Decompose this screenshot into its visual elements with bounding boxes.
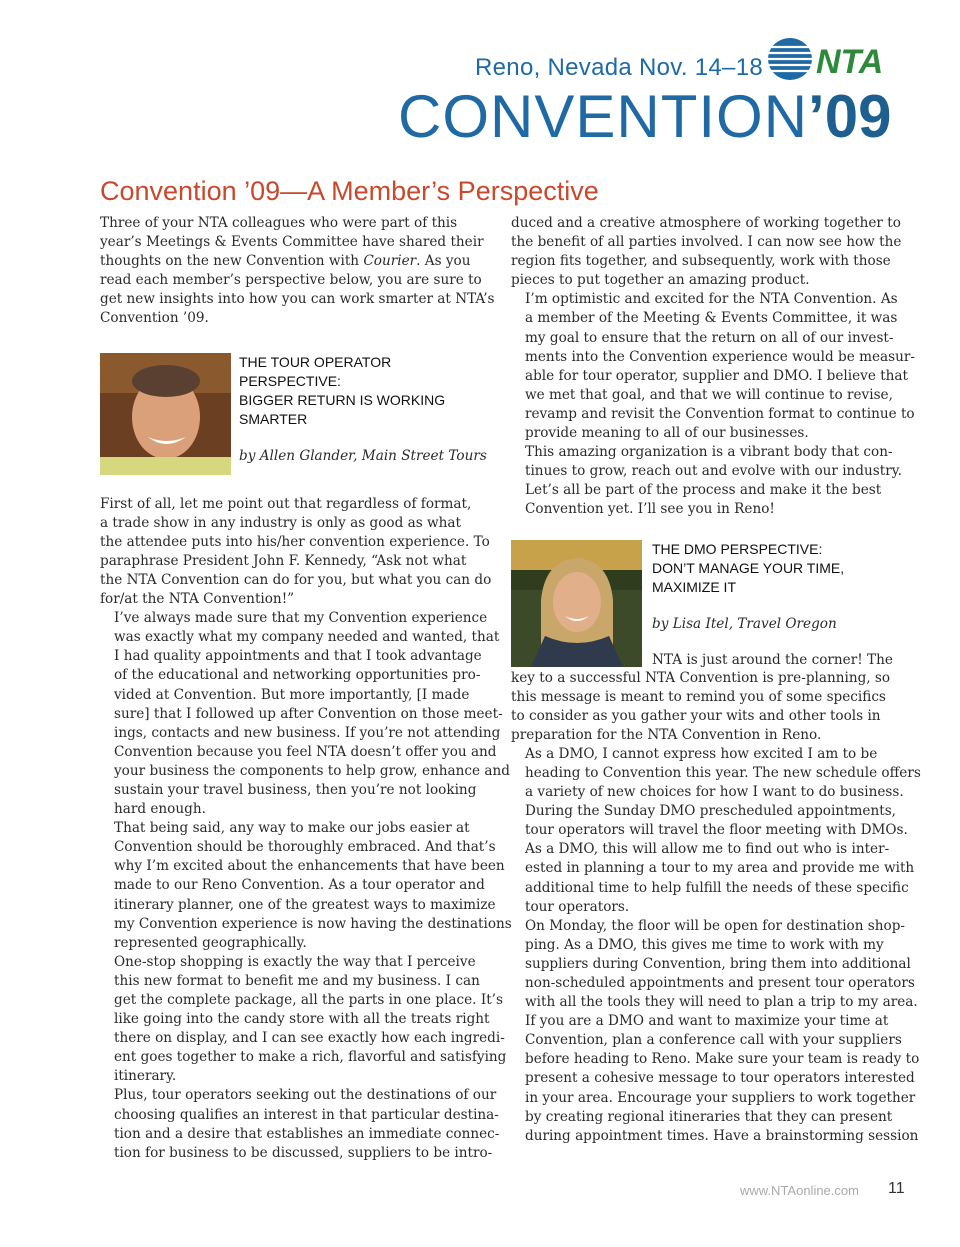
nta-logo	[766, 33, 906, 81]
page-number: 11	[888, 1180, 905, 1197]
tour-paragraph-5: Plus, tour operators seeking out the destinations of our choosing qualifies an interest in that particular destina- tion and a desire that establishes an immediate connec- tion for business to be discussed, suppliers to be intro-	[114, 1087, 500, 1161]
convention-year: ’09	[808, 83, 892, 150]
convention-word: CONVENTION	[398, 83, 809, 150]
dmo-paragraph-4: If you are a DMO and want to maximize your time at Convention, plan a conference call with your suppliers before heading to Reno. Make sure your team is ready to present a cohesive message to tour operators interested in your area. Encourage your suppliers to work together by creating regional itineraries that they can present during appointment times. Have a brainstorming session	[525, 1013, 920, 1144]
dmo-first-line: NTA is just around the corner! The	[652, 651, 893, 668]
woman-portrait-photo	[511, 540, 642, 667]
tour-continued-3: This amazing organization is a vibrant body that con- tinues to grow, reach out and evolve with our industry. Let’s all be part of the process and make it the best Convention yet. I’ll see you in Reno!	[525, 444, 902, 518]
event-dates: Reno, Nevada Nov. 14–18	[475, 54, 763, 81]
dmo-paragraph-3: On Monday, the floor will be open for destination shop- ping. As a DMO, this gives me time to work with my suppliers during Convention, bring them into additional non-scheduled appointments and present tour operators with all the tools they will need to plan a trip to my area.	[525, 917, 918, 1011]
dmo-profile	[511, 540, 900, 668]
tour-paragraph-1: First of all, let me point out that regardless of format, a trade show in any industry is only as good as what the attendee puts into his/her convention experience. To paraphrase President John F. Kennedy, “Ask not what the NTA Convention can do for you, but what you can do for/at the NTA Convention!”	[100, 495, 492, 608]
globe-icon	[768, 38, 812, 80]
man-portrait-photo	[100, 353, 231, 475]
tour-paragraph-2: I’ve always made sure that my Convention experience was exactly what my company needed and wanted, that I had quality appointments and that I took advantage of the educational and networking opportunities pro- vided at Convention. But more importantly, [I made sure] that I followed up after Convention on those meet- ings, contacts and new business. If you’re not attending Convention because you feel NTA doesn’t offer you and your business the components to help grow, enhance and sustain your travel business, then you’re not looking hard enough.	[114, 610, 510, 818]
tour-paragraph-3: That being said, any way to make our jobs easier at Convention should be thoroughly embraced. And that’s why I’m excited about the enhancements that have been made to our Reno Convention. As a tour operator and itinerary planner, one of the greatest ways to maximize my Convention experience is now having the destinations represented geographically.	[114, 820, 512, 951]
tour-byline: by Allen Glander, Main Street Tours	[239, 447, 487, 464]
tour-continued-2: I’m optimistic and excited for the NTA Convention. As a member of the Meeting & Events Committee, it was my goal to ensure that the return on all of our invest- ments into the Convention experience would be measur- able for tour operator, supplier and DMO. I believe that we met that goal, and that we will continue to revise, revamp and revisit the Convention format to continue to provide meaning to all of our businesses.	[525, 291, 915, 442]
convention-title	[398, 84, 891, 150]
tour-operator-profile	[100, 353, 492, 483]
dmo-paragraph-1: key to a successful NTA Convention is pre-planning, so this message is meant to remind you of some specifics to consider as you gather your wits and other tools in preparation for the NTA Convention in Reno.	[511, 669, 891, 743]
tour-heading-block	[239, 353, 487, 464]
intro-paragraph: Three of your NTA colleagues who were part of this year’s Meetings & Events Committee have shared their thoughts on the new Convention with Courier. As you read each member’s perspective below, you are sure to get new insights into how you can work smarter at NTA’s Convention ’09.	[100, 215, 495, 327]
right-column	[511, 214, 921, 1146]
left-column	[100, 214, 512, 1163]
dmo-section-heading: THE DMO PERSPECTIVE: DON’T MANAGE YOUR TIME, MAXIMIZE IT	[652, 540, 845, 595]
dmo-paragraph-2: As a DMO, I cannot express how excited I am to be heading to Convention this year. The new schedule offers a variety of new choices for how I want to do business. During the Sunday DMO prescheduled appointments, tour operators will travel the floor meeting with DMOs. As a DMO, this will allow me to find out who is inter- ested in planning a tour to my area and provide me with additional time to help fulfill the needs of these specific tour operators.	[525, 745, 921, 915]
tour-section-heading: THE TOUR OPERATOR PERSPECTIVE: BIGGER RETURN IS WORKING SMARTER	[239, 353, 446, 427]
article-title: Convention ’09—A Member’s Perspective	[100, 176, 599, 206]
tour-paragraph-4: One-stop shopping is exactly the way that I perceive this new format to benefit me and my business. I can get the complete package, all the parts in one place. It’s like going into the candy store with all the treats right there on display, and I can see exactly how each ingredi- ent goes together to make a rich, flavorful and satisfying itinerary.	[114, 953, 507, 1085]
tour-continued-1: duced and a creative atmosphere of working together to the benefit of all parties involved. I can now see how the region fits together, and subsequently, work with those pieces to put together an amazing product.	[511, 215, 902, 289]
dmo-heading-block	[652, 540, 893, 670]
dmo-byline: by Lisa Itel, Travel Oregon	[652, 615, 837, 632]
logo-text: NTA	[816, 43, 884, 81]
footer-url: www.NTAonline.com	[740, 1183, 859, 1198]
